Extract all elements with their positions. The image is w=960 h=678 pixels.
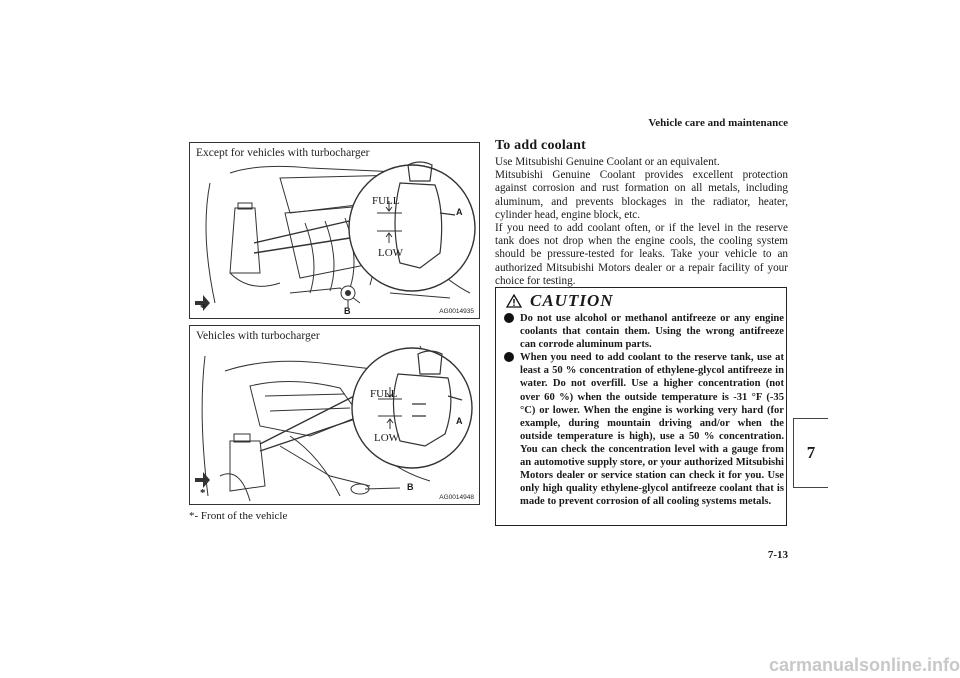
figure-non-turbo xyxy=(189,142,480,319)
figure-turbo xyxy=(189,325,480,505)
caution-title: CAUTION xyxy=(530,291,614,310)
caution-item xyxy=(504,351,784,508)
label-low: LOW xyxy=(374,432,400,444)
label-a: A xyxy=(456,416,463,426)
bullet-icon xyxy=(504,313,514,323)
bullet-icon xyxy=(504,352,514,362)
figure-code: AG0014935 xyxy=(439,308,474,315)
engine-bay-illustration xyxy=(190,143,479,318)
caution-header xyxy=(506,290,614,312)
label-star: * xyxy=(200,487,206,499)
figure-code: AG0014948 xyxy=(439,494,474,501)
caution-list xyxy=(504,312,784,508)
label-a: A xyxy=(456,207,463,217)
front-arrow-icon xyxy=(195,472,210,488)
warning-triangle-icon xyxy=(506,294,522,308)
footnote: *- Front of the vehicle xyxy=(189,510,288,522)
caution-item xyxy=(504,312,784,351)
label-full: FULL xyxy=(370,388,398,400)
paragraph: Mitsubishi Genuine Coolant provides excellent protection against corrosion and rust formation on all metals, including aluminum, and prevents blockages in the radiator, heater, cylinder head, engine block, etc. xyxy=(495,169,788,221)
caution-box xyxy=(495,287,787,526)
figure-caption: Vehicles with turbocharger xyxy=(196,330,320,342)
page-number: 7-13 xyxy=(767,549,788,561)
label-b: B xyxy=(344,306,351,316)
label-full: FULL xyxy=(372,195,400,207)
caution-item-text: Do not use alcohol or methanol antifreeze or any engine coolants that contain them. Using the wrong antifreeze can corrode aluminum parts. xyxy=(520,313,784,351)
caution-item-text: When you need to add coolant to the reserve tank, use at least a 50 % concentration of ethylene-glycol antifreeze in water. Do not overfill. Use a higher concentration (not over 60 %) when the outside temperature is -31 °F (-35 °C) or lower. When the engine is working very hard (for example, during mountain driving and/or when the outside temperature is high), use a 50 % concentration. You can check the concentration level with a gauge from an automotive supply store, or your authorized Mitsubishi Motors dealer or service station can check it for you. Use only high quality ethylene-glycol antifreeze coolant that is made to prevent corrosion of all cooling systems metals. xyxy=(520,352,784,508)
watermark: carmanualsonline.info xyxy=(768,655,960,675)
label-low: LOW xyxy=(378,247,404,259)
section-title: To add coolant xyxy=(495,138,586,153)
label-star: * xyxy=(200,302,206,314)
engine-bay-illustration xyxy=(190,326,479,504)
section-body xyxy=(495,156,788,288)
running-header: Vehicle care and maintenance xyxy=(648,117,788,129)
paragraph: If you need to add coolant often, or if the level in the reserve tank does not drop when the engine cools, the cooling system should be pressure-tested for leaks. Take your vehicle to an authorized Mitsubishi Motors dealer or a repair facility of your choice for testing. xyxy=(495,222,788,287)
label-b: B xyxy=(407,482,414,492)
figure-caption: Except for vehicles with turbocharger xyxy=(196,147,370,159)
paragraph: Use Mitsubishi Genuine Coolant or an equivalent. xyxy=(495,156,720,168)
chapter-tab: 7 xyxy=(793,418,828,488)
